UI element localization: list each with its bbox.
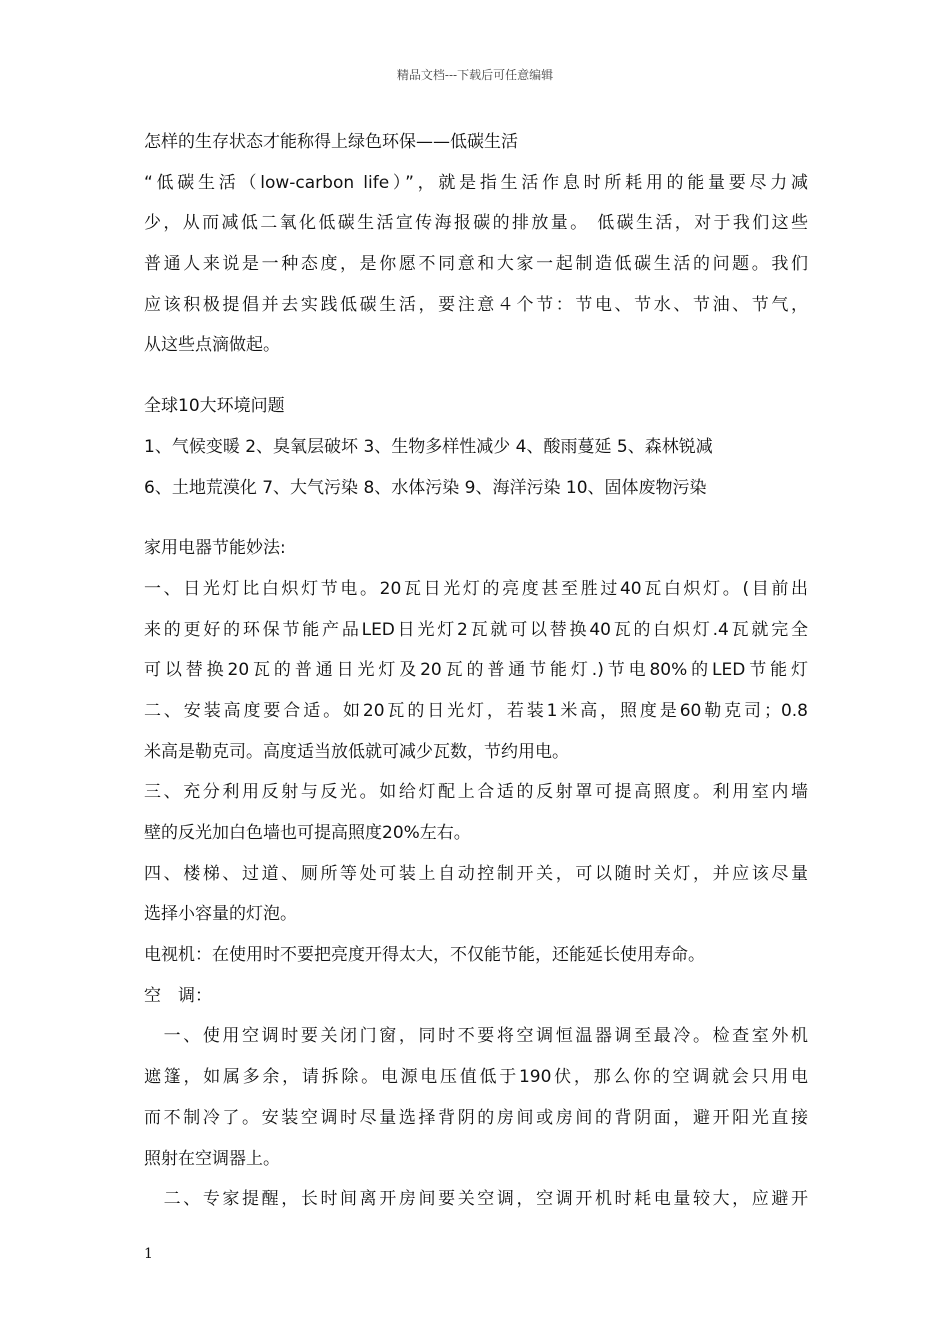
text-line: 6、土地荒漠化 7、大气污染 8、水体污染 9、海洋污染 10、固体废物污染 (144, 477, 707, 498)
text-line: 四、楼梯、过道、厕所等处可装上自动控制开关，可以随时关灯，并应该尽量 (144, 863, 808, 884)
text-line: 二、专家提醒，长时间离开房间要关空调，空调开机时耗电量较大，应避开 (144, 1189, 808, 1210)
text-line: 米高是勒克司。高度适当放低就可减少瓦数，节约用电。 (144, 741, 569, 762)
text-line: 遮篷，如属多余，请拆除。电源电压值低于190伏，那么你的空调就会只用电 (144, 1067, 808, 1088)
text-line: 少，从而减低二氧化低碳生活宣传海报碳的排放量。 低碳生活，对于我们这些 (144, 213, 808, 234)
text-block (144, 528, 808, 1220)
paragraph-gap (144, 508, 808, 528)
text-block (144, 122, 808, 366)
text-line: 1、气候变暖 2、臭氧层破坏 3、生物多样性减少 4、酸雨蔓延 5、森林锐减 (144, 436, 713, 457)
page-number: 1 (144, 1246, 153, 1262)
text-line: 一、使用空调时要关闭门窗，同时不要将空调恒温器调至最冷。检查室外机 (144, 1026, 808, 1047)
paragraph-gap (144, 366, 808, 386)
text-line: 选择小容量的灯泡。 (144, 904, 297, 925)
text-line: 壁的反光加白色墙也可提高照度20%左右。 (144, 823, 471, 843)
text-line: “低碳生活（low-carbon life）”，就是指生活作息时所耗用的能量要尽力减 (144, 172, 808, 193)
document-body (144, 122, 808, 1220)
text-line: 从这些点滴做起。 (144, 335, 280, 356)
text-line: 怎样的生存状态才能称得上绿色环保——低碳生活 (144, 132, 518, 152)
text-line: 空 调： (144, 985, 212, 1006)
text-block (144, 386, 808, 508)
text-line: 二、安装高度要合适。如20瓦的日光灯，若装1米高，照度是60勒克司；0.8 (144, 700, 808, 721)
text-line: 三、充分利用反射与反光。如给灯配上合适的反射罩可提高照度。利用室内墙 (144, 782, 808, 803)
text-line: 照射在空调器上。 (144, 1148, 280, 1169)
text-line: 可以替换20瓦的普通日光灯及20瓦的普通节能灯.)节电80%的LED节能灯 (144, 660, 808, 681)
text-line: 全球10大环境问题 (144, 396, 285, 417)
text-line: 而不制冷了。安装空调时尽量选择背阴的房间或房间的背阴面，避开阳光直接 (144, 1107, 808, 1128)
text-line: 来的更好的环保节能产品LED日光灯2瓦就可以替换40瓦的白炽灯.4瓦就完全 (144, 619, 808, 640)
text-line: 电视机：在使用时不要把亮度开得太大，不仅能节能，还能延长使用寿命。 (144, 945, 705, 966)
text-line: 普通人来说是一种态度，是你愿不同意和大家一起制造低碳生活的问题。我们 (144, 254, 808, 275)
page-header: 精品文档---下载后可任意编辑 (396, 68, 554, 82)
text-line: 一、日光灯比白炽灯节电。20瓦日光灯的亮度甚至胜过40瓦白炽灯。(目前出 (144, 578, 808, 599)
text-line: 家用电器节能妙法: (144, 538, 286, 559)
text-line: 应该积极提倡并去实践低碳生活，要注意４个节：节电、节水、节油、节气， (144, 294, 808, 315)
